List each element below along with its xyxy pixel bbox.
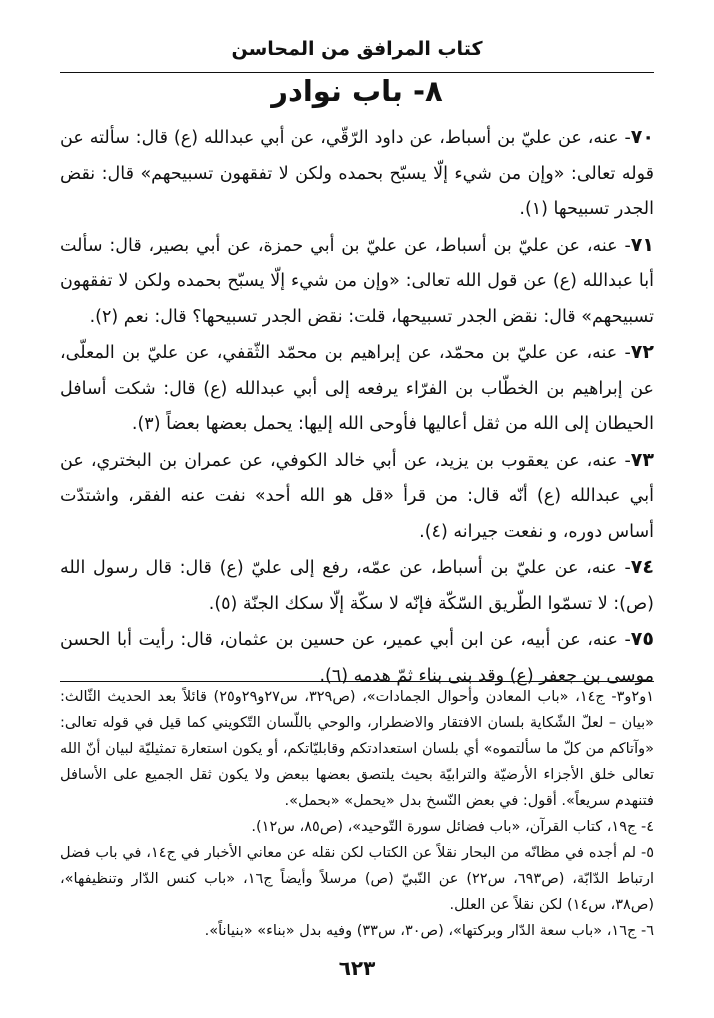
hadith-number: ٧٤ xyxy=(630,556,654,578)
hadith-number: ٧١ xyxy=(630,233,654,256)
hadith-number: ٧٢ xyxy=(630,341,654,363)
footnote-6: ٦- ج١٦، «باب سعة الدّار وبركتها»، (ص٣٠، س٣٣) وفيه بدل «بناء» «بنياناً». xyxy=(204,923,654,939)
hadith-number: ٧٣ xyxy=(630,448,654,471)
hadith-text: - عنه، عن عليّ بن أسباط، عن داود الرّقّي، عن أبي عبدالله (ع) قال: سألته عن قوله تعالى: «وإن من شيء إلّا يسبّح بحمده ولكن لا تفقهون تسبيحهم» قال: نقض الجدر تسبيحها (١). xyxy=(60,128,654,219)
page-number: ٦٢٣ xyxy=(338,956,376,980)
hadith-74 xyxy=(60,550,654,622)
header-rule xyxy=(60,72,654,73)
footnote-4: ٤- ج١٩، كتاب القرآن، «باب فضائل سورة التّوحيد»، (ص٨٥، س١٢). xyxy=(251,819,654,835)
chapter-title: ٨- باب نوادر xyxy=(271,74,443,108)
hadith-73 xyxy=(60,443,654,551)
footnotes xyxy=(60,684,654,944)
footnote-rule xyxy=(60,681,654,682)
hadith-71 xyxy=(60,228,654,336)
hadith-text: - عنه، عن يعقوب بن يزيد، عن أبي خالد الكوفي، عن عمران بن البختري، عن أبي عبدالله (ع) أنّه قال: من قرأ «قل هو الله أحد» نفت عنه الفقر، واشتدّت أساس دوره، و نفعت جيرانه (٤). xyxy=(60,450,654,542)
hadith-list xyxy=(60,120,654,694)
hadith-text: - عنه، عن عليّ بن أسباط، عن عليّ بن أبي حمزة، عن أبي بصير، قال: سألت أبا عبدالله (ع) عن قول الله تعالى: «وإن من شيء إلّا يسبّح بحمده ولكن لا تفقهون تسبيحهم» قال: نقض الجدر تسبيحها، قلت: نقض الجدر تسبيحها؟ قال: نعم (٢). xyxy=(60,235,654,327)
hadith-number: ٧٠ xyxy=(630,126,654,148)
hadith-text: - عنه، عن عليّ بن محمّد، عن إبراهيم بن محمّد الثّقفي، عن عليّ بن المعلّى، عن إبراهيم بن الخطّاب بن الفرّاء يرفعه إلى أبي عبدالله (ع) قال: شكت أسافل الحيطان إلى الله من ثقل أعاليها فأوحى الله إليها: يحمل بعضها بعضاً (٣). xyxy=(60,343,654,434)
hadith-text: - عنه، عن أبيه، عن ابن أبي عمير، عن حسين بن عثمان، قال: رأيت أبا الحسن موسى بن جعفر (ع) وقد بنى بناء ثمّ هدمه (٦). xyxy=(60,630,654,686)
hadith-number: ٧٥ xyxy=(630,628,654,650)
hadith-text: - عنه، عن عليّ بن أسباط، عن عمّه، رفع إلى عليّ (ع) قال: قال رسول الله (ص): لا تسمّوا الطّريق السّكّة فإنّه لا سكّة إلّا سكك الجنّة (٥). xyxy=(60,558,654,614)
hadith-70 xyxy=(60,120,654,228)
hadith-72 xyxy=(60,335,654,443)
footnote-5: ٥- لم أجده في مظانّه من البحار نقلاً عن الكتاب لكن نقله عن معاني الأخبار في ج١٤، في باب فضل ارتباط الدّابّة، (ص٦٩٣، س٢٢) عن النّبيّ (ص) مرسلاً وأيضاً ج١٦، «باب كنس الدّار وتنظيفها»، (ص٣٨، س١٤) لكن نقلاً عن العلل. xyxy=(60,845,654,913)
footnote-1-3: ١و٢و٣- ج١٤، «باب المعادن وأحوال الجمادات»، (ص٣٢٩، س٢٧و٢٩و٢٥) قائلاً بعد الحديث الثّالث: «بيان – لعلّ الشّكاية بلسان الافتقار والاضطرار، والوحي باللّسان التّكويني كما قيل في قوله تعالى: «وآتاكم من كلّ ما سألتموه» أي بلسان استعدادتكم وقابليّاتكم، أو يكون استعارة تمثيليّة لبيان أنّ الله تعالى خلق الأجزاء الأرضيّة والترابيّة بحيث يلتصق بعضها ببعض ولا يكون ثقل الجميع على الأسافل فتنهدم سريعاً». أقول: في بعض النّسخ بدل «يحمل» «بحمل». xyxy=(60,689,654,809)
running-head: كتاب المرافق من المحاسن xyxy=(231,38,483,60)
